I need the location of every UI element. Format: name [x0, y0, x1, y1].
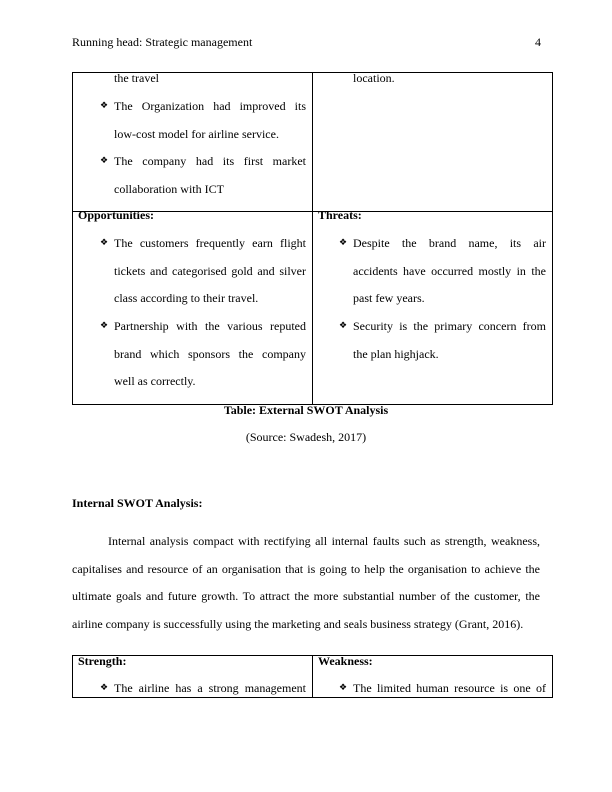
running-head: Running head: Strategic management: [72, 35, 253, 49]
page-number: 4: [535, 35, 541, 49]
body-paragraph: Internal analysis compact with rectifying all internal faults such as strength, weakness, capitalises and resource of an organisation that is going to help the organisation to achieve the ultimate goals and future growth. To attract the more substantial number of the customer, the airline company is successfully using the marketing and seals business strategy (Grant, 2016).: [72, 534, 540, 631]
list-item: [100, 93, 306, 148]
list-item-text: Security is the primary concern from the plan highjack.: [353, 319, 546, 361]
list-item: [100, 148, 306, 203]
list-item: [100, 230, 306, 313]
opportunities-label: Opportunities:: [78, 208, 155, 222]
bullet-icon: ❖: [100, 156, 109, 166]
strength-label: Strength:: [78, 654, 127, 668]
list-item: [339, 313, 546, 368]
list-item-text: The limited human resource is one of: [353, 681, 546, 695]
list-item-text: The company had its first market collaboration with ICT: [114, 154, 306, 196]
list-item: [339, 230, 546, 313]
list-item: [339, 675, 546, 703]
bullet-icon: ❖: [100, 683, 109, 693]
bullet-icon: ❖: [339, 321, 348, 331]
bullet-icon: ❖: [339, 683, 348, 693]
bullet-icon: ❖: [339, 238, 348, 248]
table-source: (Source: Swadesh, 2017): [245, 430, 367, 444]
list-item-text: Partnership with the various reputed brand which sponsors the company well as correctly.: [114, 319, 306, 388]
table-caption: Table: External SWOT Analysis: [223, 403, 389, 417]
bullet-icon: ❖: [100, 321, 109, 331]
list-item: [100, 313, 306, 396]
threats-label: Threats:: [318, 208, 362, 222]
weakness-label: Weakness:: [318, 654, 373, 668]
cell-continuation-text: the travel: [114, 71, 159, 85]
bullet-icon: ❖: [100, 101, 109, 111]
list-item: [100, 675, 306, 703]
bullet-icon: ❖: [100, 238, 109, 248]
list-item-text: The Organization had improved its low-cost model for airline service.: [114, 99, 306, 141]
cell-continuation-text: location.: [353, 71, 395, 85]
list-item-text: The airline has a strong management: [114, 681, 306, 695]
section-heading: Internal SWOT Analysis:: [72, 496, 203, 510]
list-item-text: Despite the brand name, its air accidents have occurred mostly in the past few years.: [353, 236, 546, 305]
list-item-text: The customers frequently earn flight tickets and categorised gold and silver class according to their travel.: [114, 236, 306, 305]
